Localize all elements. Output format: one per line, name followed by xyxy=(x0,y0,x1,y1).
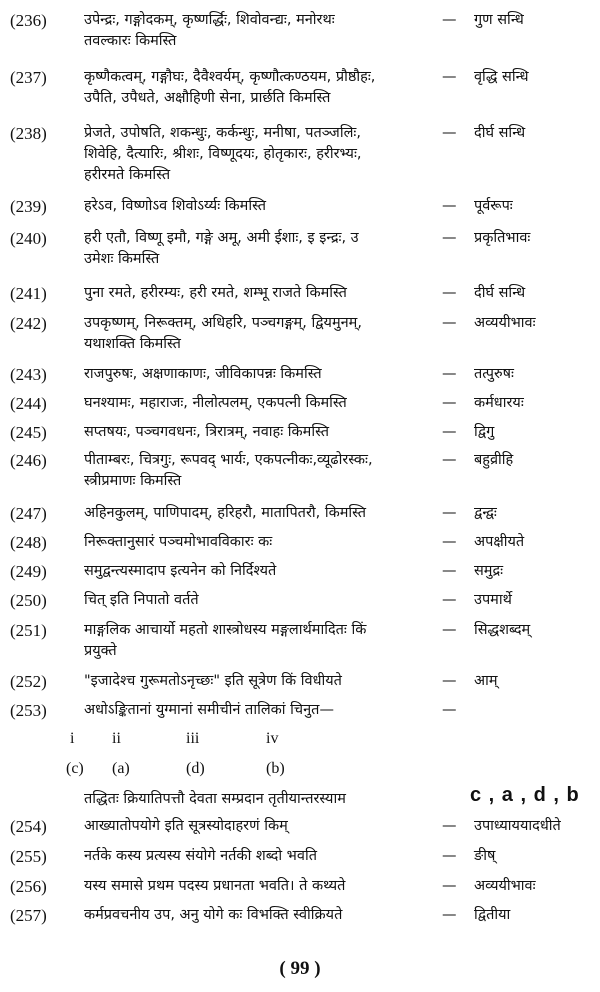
question-number: (239) xyxy=(10,197,47,216)
question-text xyxy=(84,876,444,897)
page-number: ( 99 ) xyxy=(279,958,321,979)
question-number: (248) xyxy=(10,533,47,552)
answer-text: आम् xyxy=(474,673,498,689)
question-number: (254) xyxy=(10,817,47,836)
question-number: (238) xyxy=(10,124,47,143)
question-entry xyxy=(10,590,595,611)
question-entry xyxy=(10,503,595,524)
answer-dash: — xyxy=(442,878,457,894)
question-entry xyxy=(10,10,595,52)
answer-dash: — xyxy=(442,69,457,85)
answer-text: वृद्धि सन्धि xyxy=(474,69,529,85)
answer-dash: — xyxy=(442,12,457,28)
question-line: उमेशः किमस्ति xyxy=(84,251,160,267)
match-letter-label: (b) xyxy=(266,760,285,777)
question-line: निरूक्तानुसारं पञ्चमोभावविकारः कः xyxy=(84,534,273,550)
question-line: प्रेजते, उपोषति, शकन्धुः, कर्कन्धुः, मनीषा, पतञ्जलिः, xyxy=(84,125,361,141)
answer-text: द्वितीया xyxy=(474,907,511,923)
question-line: पुना रमते, हरीरम्यः, हरी रमते, शम्भू राजते किमस्ति xyxy=(84,285,347,301)
answer-dash: — xyxy=(442,198,457,214)
question-number: (249) xyxy=(10,562,47,581)
question-number: (240) xyxy=(10,229,47,248)
question-number: (244) xyxy=(10,394,47,413)
question-line: "इजादेश्च गुरूमतोऽनृच्छः" इति सूत्रेण किं विधीयते xyxy=(84,673,342,689)
question-line: कर्मप्रवचनीय उप, अनु योगे कः विभक्ति स्वीक्रियते xyxy=(84,907,343,923)
question-line: अधोऽङ्कितानां युग्मानां समीचीनं तालिकां चिनुत— xyxy=(84,702,334,718)
question-entry xyxy=(10,620,595,662)
question-number: (242) xyxy=(10,314,47,333)
question-line: तवल्कारः किमस्ति xyxy=(84,33,177,49)
answer-dash: — xyxy=(442,395,457,411)
question-text xyxy=(84,313,444,355)
question-entry xyxy=(10,876,595,897)
question-text xyxy=(84,590,444,611)
match-roman-label: iii xyxy=(186,730,200,747)
question-entry xyxy=(10,816,595,837)
answer-text: कर्मधारयः xyxy=(474,395,524,411)
question-number: (243) xyxy=(10,365,47,384)
answer-dash: — xyxy=(442,366,457,382)
question-entry xyxy=(10,905,595,926)
answer-dash: — xyxy=(442,452,457,468)
question-entry xyxy=(10,671,595,692)
question-line: आख्यातोपयोगे इति सूत्रस्योदाहरणं किम् xyxy=(84,818,288,834)
answer-dash: — xyxy=(442,563,457,579)
answer-dash: — xyxy=(442,592,457,608)
match-statement: तद्धितः क्रियातिपत्तौ देवता सम्प्रदान तृतीयान्तरस्याम xyxy=(84,791,346,807)
question-text xyxy=(84,123,444,186)
question-line: नर्तके कस्य प्रत्यस्य संयोगे नर्तकी शब्दो भवति xyxy=(84,848,317,864)
answer-text: पूर्वरूपः xyxy=(474,198,513,214)
question-text xyxy=(84,283,444,304)
question-text xyxy=(84,700,444,721)
question-text xyxy=(84,10,444,52)
answer-dash: — xyxy=(442,315,457,331)
question-entry xyxy=(10,228,595,270)
question-line: पीताम्बरः, चित्रगुः, रूपवद् भार्यः, एकपत्नीकः,व्यूढोरस्कः, xyxy=(84,452,373,468)
question-number: (247) xyxy=(10,504,47,523)
answer-dash: — xyxy=(442,702,457,718)
answer-dash: — xyxy=(442,505,457,521)
question-line: उपेन्द्रः, गङ्गोदकम्, कृष्णर्द्धिः, शिवोवन्द्यः, मनोरथः xyxy=(84,12,335,28)
question-number: (251) xyxy=(10,621,47,640)
match-roman-label: iv xyxy=(266,730,279,747)
question-text xyxy=(84,67,444,109)
answer-text: उपाध्याययादधीते xyxy=(474,818,561,834)
question-line: स्त्रीप्रमाणः किमस्ति xyxy=(84,473,182,489)
question-line: उपकृष्णम्, निरूक्तम्, अधिहरि, पञ्चगङ्गम्, द्वियमुनम्, xyxy=(84,315,362,331)
question-number: (257) xyxy=(10,906,47,925)
answer-dash: — xyxy=(442,848,457,864)
answer-text: सिद्धशब्दम् xyxy=(474,622,531,638)
answer-dash: — xyxy=(442,622,457,638)
question-number: (250) xyxy=(10,591,47,610)
answer-dash: — xyxy=(442,125,457,141)
answer-text: दीर्घ सन्धि xyxy=(474,285,526,301)
question-text xyxy=(84,450,444,492)
question-line: शिवेहि, दैत्यारिः, श्रीशः, विष्णूदयः, होतृकारः, हरीरभ्यः, xyxy=(84,146,362,162)
question-text xyxy=(84,905,444,926)
question-line: उपैति, उपैधते, अक्षौहिणी सेना, प्रार्छति किमस्ति xyxy=(84,90,331,106)
answer-text: प्रकृतिभावः xyxy=(474,230,531,246)
question-number: (256) xyxy=(10,877,47,896)
question-line: समुद्वन्त्यस्मादाप इत्यनेन को निर्दिश्यते xyxy=(84,563,277,579)
question-text xyxy=(84,671,444,692)
answer-text: बहुव्रीहि xyxy=(474,452,514,468)
answer-text: द्वन्द्वः xyxy=(474,505,497,521)
answer-text: उपमार्थे xyxy=(474,592,512,608)
answer-text: अव्ययीभावः xyxy=(474,315,536,331)
match-answer: c , a , d , b xyxy=(470,784,580,806)
answer-dash: — xyxy=(442,230,457,246)
question-line: कृष्णैकत्वम्, गङ्गौघः, दैवैश्वर्यम्, कृष्णौत्कण्ठयम, प्रौष्ठौहः, xyxy=(84,69,376,85)
question-number: (246) xyxy=(10,451,47,470)
question-line: चित् इति निपातो वर्तते xyxy=(84,592,199,608)
question-text xyxy=(84,816,444,837)
question-line: यथाशक्ति किमस्ति xyxy=(84,336,181,352)
question-entry xyxy=(10,561,595,582)
question-text xyxy=(84,364,444,385)
question-entry xyxy=(10,67,595,109)
question-number: (236) xyxy=(10,11,47,30)
answer-dash: — xyxy=(442,424,457,440)
question-entry xyxy=(10,450,595,492)
answer-dash: — xyxy=(442,534,457,550)
answer-text: ङीष् xyxy=(474,848,496,864)
question-entry xyxy=(10,313,595,355)
question-entry xyxy=(10,532,595,553)
question-entry xyxy=(10,700,595,721)
question-text xyxy=(84,561,444,582)
question-line: माङ्गलिक आचार्यो महतो शास्त्रोधस्य मङ्गलार्थमादितः किं xyxy=(84,622,367,638)
question-entry xyxy=(10,123,595,186)
question-line: अहिनकुलम्, पाणिपादम्, हरिहरौ, मातापितरौ, किमस्ति xyxy=(84,505,367,521)
question-text xyxy=(84,393,444,414)
question-number: (253) xyxy=(10,701,47,720)
match-letter-label: (d) xyxy=(186,760,205,777)
answer-text: गुण सन्धि xyxy=(474,12,524,28)
question-line: यस्य समासे प्रथम पदस्य प्रधानता भवति। ते कथ्यते xyxy=(84,878,346,894)
question-line: हरी एतौ, विष्णू इमौ, गङ्गे अमू, अमी ईशाः, इ इन्द्रः, उ xyxy=(84,230,359,246)
question-entry xyxy=(10,283,595,304)
question-entry xyxy=(10,422,595,443)
question-text xyxy=(84,620,444,662)
question-text xyxy=(84,532,444,553)
match-roman-label: i xyxy=(70,730,75,747)
question-number: (245) xyxy=(10,423,47,442)
question-entry xyxy=(10,393,595,414)
question-entry xyxy=(10,196,595,217)
match-roman-label: ii xyxy=(112,730,121,747)
question-number: (241) xyxy=(10,284,47,303)
question-text xyxy=(84,422,444,443)
match-letter-label: (a) xyxy=(112,760,130,777)
answer-dash: — xyxy=(442,285,457,301)
question-line: हरेऽव, विष्णोऽव शिवोऽर्य्यः किमस्ति xyxy=(84,198,266,214)
question-line: हरीरमते किमस्ति xyxy=(84,167,171,183)
question-text xyxy=(84,196,444,217)
question-number: (252) xyxy=(10,672,47,691)
match-letter-label: (c) xyxy=(66,760,84,777)
answer-text: दीर्घ सन्धि xyxy=(474,125,526,141)
question-line: घनश्यामः, महाराजः, नीलोत्पलम्, एकपत्नी किमस्ति xyxy=(84,395,347,411)
answer-text: अव्ययीभावः xyxy=(474,878,536,894)
question-number: (237) xyxy=(10,68,47,87)
answer-text: अपक्षीयते xyxy=(474,534,525,550)
question-entry xyxy=(10,846,595,867)
question-entry xyxy=(10,364,595,385)
question-text xyxy=(84,228,444,270)
question-number: (255) xyxy=(10,847,47,866)
answer-dash: — xyxy=(442,818,457,834)
answer-dash: — xyxy=(442,673,457,689)
question-line: सप्तषयः, पञ्चगवधनः, त्रिरात्रम्, नवाहः किमस्ति xyxy=(84,424,329,440)
question-text xyxy=(84,846,444,867)
question-line: राजपुरुषः, अक्षणाकाणः, जीविकापन्नः किमस्ति xyxy=(84,366,322,382)
question-line: प्रयुक्ते xyxy=(84,643,117,659)
answer-text: तत्पुरुषः xyxy=(474,366,514,382)
answer-text: समुद्रः xyxy=(474,563,504,579)
answer-text: द्विगु xyxy=(474,424,495,440)
answer-dash: — xyxy=(442,907,457,923)
question-text xyxy=(84,503,444,524)
